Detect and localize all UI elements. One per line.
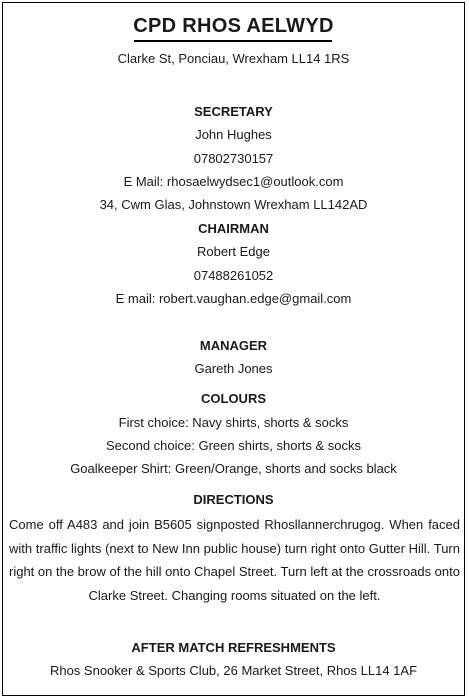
club-title: CPD RHOS AELWYD (133, 15, 334, 37)
manager-name: Gareth Jones (194, 361, 273, 376)
colours-second-choice: Second choice: Green shirts, shorts & socks (105, 438, 362, 453)
ground-address: Clarke St, Ponciau, Wrexham LL14 1RS (117, 51, 350, 66)
colours-heading: COLOURS (201, 391, 266, 406)
manager-heading: MANAGER (199, 338, 268, 353)
chairman-name: Robert Edge (197, 244, 270, 259)
colours-goalkeeper: Goalkeeper Shirt: Green/Orange, shorts and socks black (70, 461, 397, 476)
secretary-email: E Mail: rhosaelwydsec1@outlook.com (123, 174, 344, 189)
colours-first-choice: First choice: Navy shirts, shorts & socks (118, 415, 349, 430)
title-underline (134, 40, 332, 42)
club-info-card (2, 2, 465, 696)
secretary-phone: 07802730157 (193, 151, 274, 166)
chairman-email: E mail: robert.vaughan.edge@gmail.com (115, 291, 352, 306)
chairman-heading: CHAIRMAN (198, 221, 269, 236)
secretary-name: John Hughes (195, 127, 272, 142)
directions-heading: DIRECTIONS (193, 492, 274, 507)
chairman-phone: 07488261052 (193, 268, 274, 283)
refreshments-venue: Rhos Snooker & Sports Club, 26 Market Street, Rhos LL14 1AF (49, 663, 418, 678)
secretary-heading: SECRETARY (194, 104, 273, 119)
directions-text: Come off A483 and join B5605 signposted Rhosllannerchrugog. When faced with traffic lights (next to New Inn public house) turn right onto Gutter Hill. Turn right on the brow of the hill onto Chapel Street. Turn left at the crossroads onto Clarke Street. Changing rooms situated on the left. (9, 517, 460, 603)
refreshments-heading: AFTER MATCH REFRESHMENTS (131, 640, 336, 655)
secretary-address: 34, Cwm Glas, Johnstown Wrexham LL142AD (99, 197, 368, 212)
